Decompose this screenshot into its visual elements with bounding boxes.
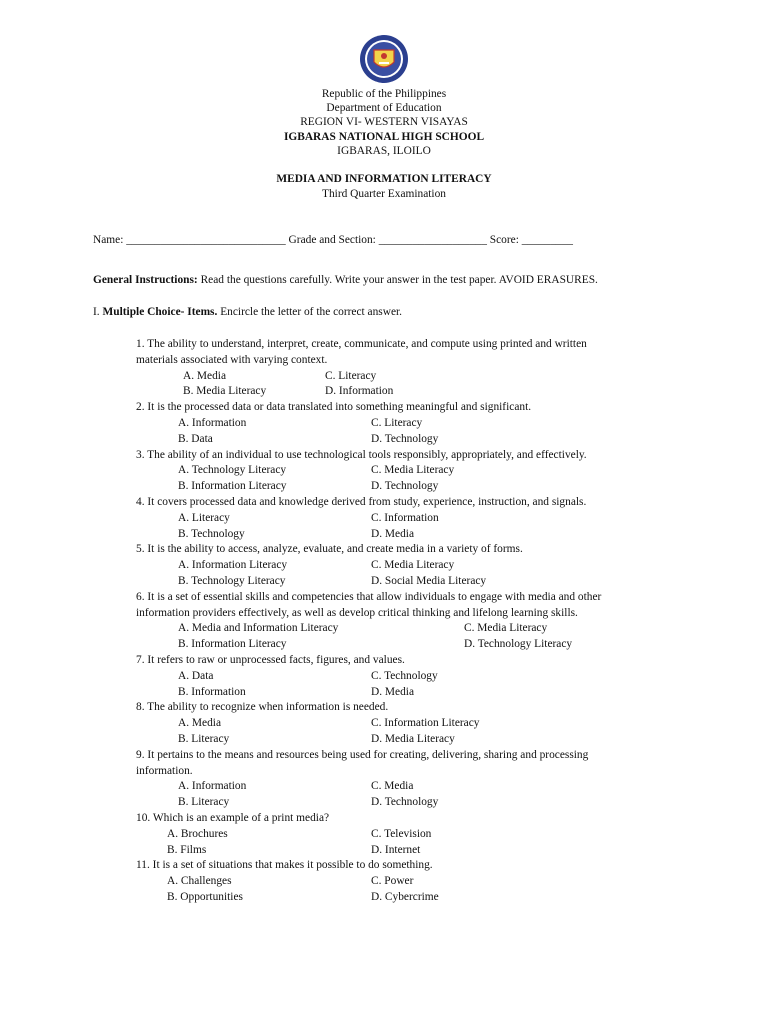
question-8-options-row2 [0,732,768,748]
name-field[interactable]: Name: ____________________________ [93,234,286,246]
option-c[interactable]: C. Power [371,875,414,888]
exam-title: Third Quarter Examination [322,188,446,200]
grade-section-field[interactable]: Grade and Section: ___________________ [288,234,487,246]
instructions-label: General Instructions: [93,274,198,286]
option-c[interactable]: C. Media [371,780,414,793]
option-d[interactable]: D. Social Media Literacy [371,574,487,587]
option-b[interactable]: B. Literacy [178,732,230,745]
question-9-options-row1 [0,779,768,795]
student-info-line [93,233,573,249]
option-a[interactable]: A. Literacy [178,511,230,524]
option-a[interactable]: A. Data [178,669,214,682]
question-6-stem-cont: information providers effectively, as well as develop critical thinking and lifelong learning skills. [136,606,578,619]
option-d[interactable]: D. Technology [371,480,439,493]
option-c[interactable]: C. Media Literacy [464,622,548,635]
question-4-stem: 4. It covers processed data and knowledge derived from study, experience, instruction, and signals. [136,495,587,508]
option-d[interactable]: D. Internet [371,843,421,856]
option-a[interactable]: A. Information Literacy [178,559,288,572]
option-b[interactable]: B. Literacy [178,796,230,809]
general-instructions [93,273,598,289]
header-republic: Republic of the Philippines [321,88,447,100]
question-6-stem: 6. It is a set of essential skills and competencies that allow individuals to engage with media and other [136,590,602,603]
section-heading [93,305,402,321]
question-10-stem: 10. Which is an example of a print media? [136,811,330,824]
option-b[interactable]: B. Films [167,843,207,856]
option-c[interactable]: C. Information [371,511,439,524]
option-d[interactable]: D. Media [371,685,415,698]
question-3-stem: 3. The ability of an individual to use technological tools responsibly, appropriately, and effectively. [136,448,587,461]
option-c[interactable]: C. Media Literacy [371,559,455,572]
option-d[interactable]: D. Information [325,385,394,398]
option-a[interactable]: A. Information [178,416,247,429]
question-5-stem: 5. It is the ability to access, analyze, evaluate, and create media in a variety of forms. [136,543,523,556]
option-d[interactable]: D. Cybercrime [371,890,439,903]
option-d[interactable]: D. Media Literacy [371,732,455,745]
question-10-options-row1 [0,827,768,843]
option-a[interactable]: A. Challenges [167,875,232,888]
header-location: IGBARAS, ILOILO [337,144,431,157]
option-c[interactable]: C. Technology [371,669,438,682]
option-b[interactable]: B. Technology Literacy [178,574,286,587]
question-3-options-row1 [0,463,768,479]
option-d[interactable]: D. Technology [371,432,439,445]
question-1-options-row2 [0,384,768,400]
option-b[interactable]: B. Technology [178,527,245,540]
option-c[interactable]: C. Television [371,827,432,840]
option-d[interactable]: D. Media [371,527,415,540]
option-a[interactable]: A. Media and Information Literacy [178,622,339,635]
option-b[interactable]: B. Data [178,432,213,445]
question-7-options-row1 [0,669,768,685]
question-6-options-row1 [0,621,768,637]
option-d[interactable]: D. Technology Literacy [464,638,573,651]
option-a[interactable]: A. Media [178,717,222,730]
option-b[interactable]: B. Information [178,685,246,698]
subject-block [0,172,768,202]
question-2-stem: 2. It is the processed data or data translated into something meaningful and significant. [136,401,532,414]
option-a[interactable]: A. Brochures [167,827,228,840]
question-7-options-row2 [0,685,768,701]
section-label: Multiple Choice- Items. [102,306,218,318]
section-text: Encircle the letter of the correct answer. [217,306,403,318]
deped-seal-icon [359,34,409,84]
header-department: Department of Education [326,102,442,115]
score-field[interactable]: Score: _________ [489,234,573,246]
option-d[interactable]: D. Technology [371,796,439,809]
option-b[interactable]: B. Information Literacy [178,480,287,493]
question-9-stem-cont: information. [136,764,193,777]
question-11-options-row2 [0,890,768,906]
question-8-options-row1 [0,716,768,732]
question-11-options-row1 [0,874,768,890]
option-a[interactable]: A. Information [178,780,247,793]
section-prefix: I. [93,306,103,318]
school-header [0,87,768,158]
question-list [0,337,768,906]
question-4-options-row1 [0,511,768,527]
option-c[interactable]: C. Literacy [325,369,377,382]
option-b[interactable]: B. Media Literacy [183,385,267,398]
question-7-stem: 7. It refers to raw or unprocessed facts, figures, and values. [136,653,405,666]
header-school: IGBARAS NATIONAL HIGH SCHOOL [283,130,485,143]
option-c[interactable]: C. Media Literacy [371,464,455,477]
instructions-text: Read the questions carefully. Write your answer in the test paper. AVOID ERASURES. [197,274,598,286]
question-3-options-row2 [0,479,768,495]
option-a[interactable]: A. Technology Literacy [178,464,287,477]
question-1-options-row1 [0,369,768,385]
question-1-stem: 1. The ability to understand, interpret, create, communicate, and compute using printed and written [136,338,587,350]
question-1-stem-cont: materials associated with varying context. [136,353,328,366]
option-c[interactable]: C. Information Literacy [371,717,480,730]
question-11-stem: 11. It is a set of situations that makes it possible to do something. [136,859,433,872]
question-5-options-row2 [0,574,768,590]
subject-title: MEDIA AND INFORMATION LITERACY [276,173,492,185]
question-2-options-row1 [0,416,768,432]
option-a[interactable]: A. Media [183,369,227,382]
option-c[interactable]: C. Literacy [371,416,423,429]
question-9-stem: 9. It pertains to the means and resources being used for creating, delivering, sharing and processing [136,748,589,761]
option-b[interactable]: B. Information Literacy [178,638,287,651]
question-8-stem: 8. The ability to recognize when information is needed. [136,701,389,714]
question-6-options-row2 [0,637,768,653]
question-4-options-row2 [0,527,768,543]
question-10-options-row2 [0,843,768,859]
question-5-options-row1 [0,558,768,574]
question-9-options-row2 [0,795,768,811]
option-b[interactable]: B. Opportunities [167,890,243,903]
question-2-options-row2 [0,432,768,448]
header-region: REGION VI- WESTERN VISAYAS [300,116,468,129]
